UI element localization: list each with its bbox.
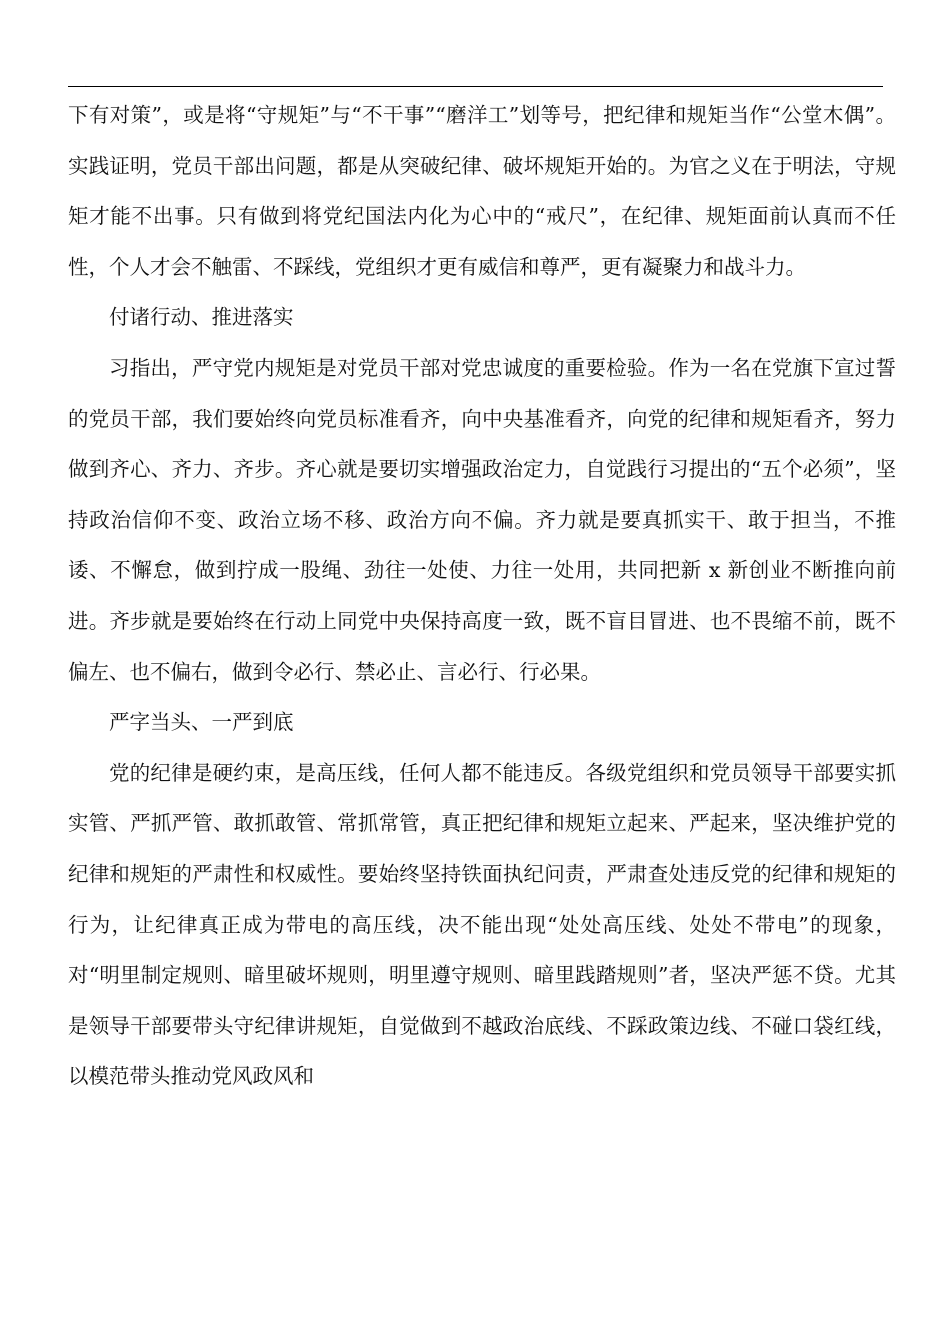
paragraph-strict: 党的纪律是硬约束，是高压线，任何人都不能违反。各级党组织和党员领导干部要实抓实管、严抓严管、敢抓敢管、常抓常管，真正把纪律和规矩立起来、严起来，坚决维护党的纪律和规矩的严肃性和权威性。要始终坚持铁面执纪问责，严肃查处违反党的纪律和规矩的行为，让纪律真正成为带电的高压线，决不能出现“处处高压线、处处不带电”的现象，对“明里制定规则、暗里破坏规则，明里遵守规则、暗里践踏规则”者，坚决严惩不贷。尤其是领导干部要带头守纪律讲规矩，自觉做到不越政治底线、不踩政策边线、不碰口袋红线，以模范带头推动党风政风和 bbox=[68, 760, 896, 1089]
paragraph-continuation: 下有对策”，或是将“守规矩”与“不干事”“磨洋工”划等号，把纪律和规矩当作“公堂木偶”。实践证明，党员干部出问题，都是从突破纪律、破坏规矩开始的。为官之义在于明法，守规矩才能不出事。只有做到将党纪国法内化为心中的“戒尺”，在纪律、规矩面前认真而不任性，个人才会不触雷、不踩线，党组织才更有威信和尊严，更有凝聚力和战斗力。 bbox=[68, 103, 896, 279]
paragraph-action: 习指出，严守党内规矩是对党员干部对党忠诚度的重要检验。作为一名在党旗下宣过誓的党员干部，我们要始终向党员标准看齐，向中央基准看齐，向党的纪律和规矩看齐，努力做到齐心、齐力、齐步。齐心就是要切实增强政治定力，自觉践行习提出的“五个必须”，坚持政治信仰不变、政治立场不移、政治方向不偏。齐力就是要真抓实干、敢于担当，不推诿、不懈怠，做到拧成一股绳、劲往一处使、力往一处用，共同把新 x 新创业不断推向前进。齐步就是要始终在行动上同党中央保持高度一致，既不盲目冒进、也不畏缩不前，既不偏左、也不偏右，做到令必行、禁必止、言必行、行必果。 bbox=[68, 355, 896, 684]
section-heading-strict: 严字当头、一严到底 bbox=[109, 710, 294, 735]
header-rule bbox=[68, 86, 883, 87]
document-body bbox=[68, 90, 896, 1102]
section-heading-action: 付诸行动、推进落实 bbox=[109, 305, 294, 330]
